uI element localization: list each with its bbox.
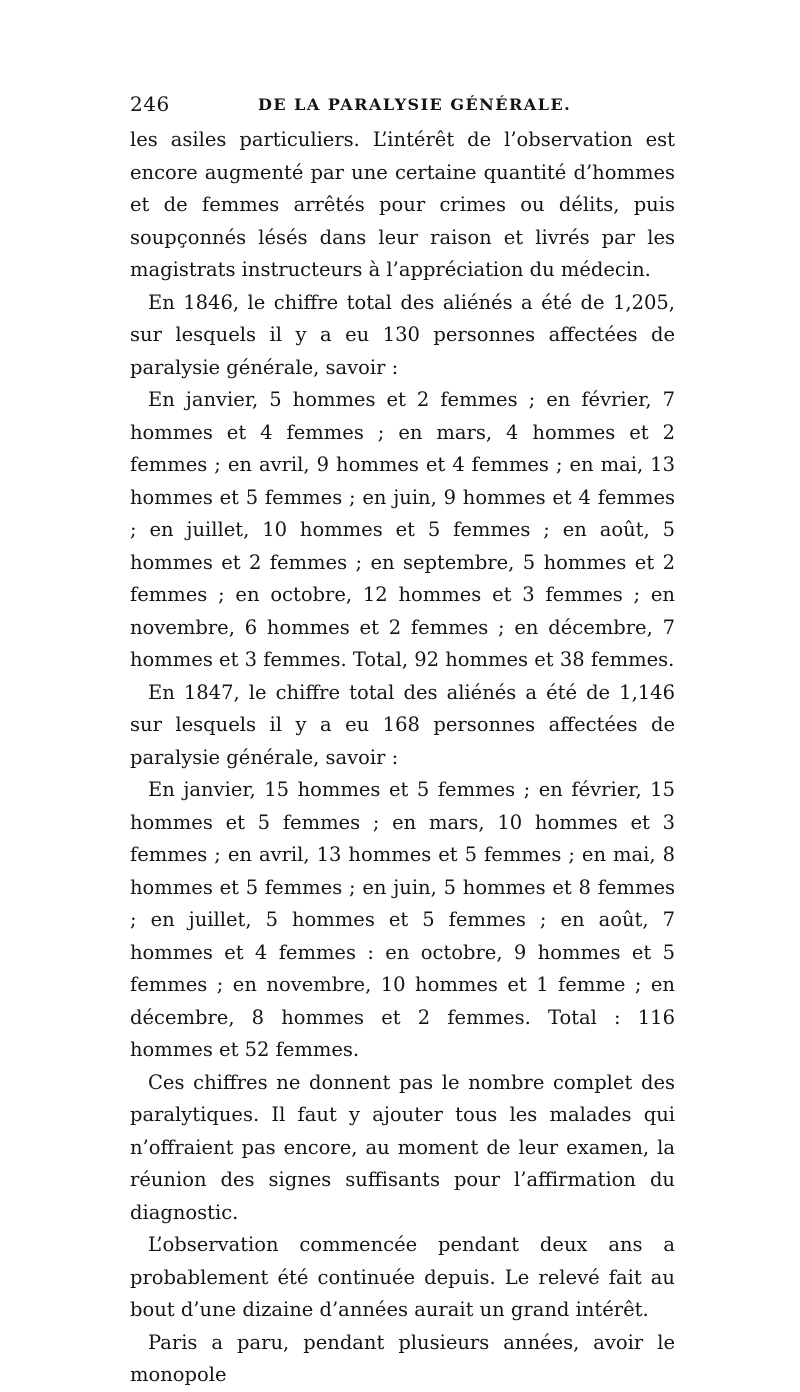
page-header — [130, 92, 675, 122]
paragraph-paris: Paris a paru, pendant plusieurs années, avoir le monopole — [130, 1330, 675, 1386]
paragraph-1847-monthly: En janvier, 15 hommes et 5 femmes ; en février, 15 hommes et 5 femmes ; en mars, 10 hommes et 3 femmes ; en avril, 13 hommes et 5 femmes ; en mai, 8 hommes et 5 femmes ; en juin, 5 hommes et 8 femmes ; en juillet, 5 hommes et 5 femmes ; en août, 7 hommes et 4 femmes : en octobre, 9 hommes et 5 femmes ; en novembre, 10 hommes et 1 femme ; en décembre, 8 hommes et 2 femmes. Total : 116 hommes et 52 femmes. — [130, 778, 675, 1061]
paragraph-observation: L’observation commencée pendant deux ans a probablement été continuée depuis. Le relevé fait au bout d’une dizaine d’années aurait un grand intérêt. — [130, 1233, 675, 1321]
paragraph-1846-monthly: En janvier, 5 hommes et 2 femmes ; en février, 7 hommes et 4 femmes ; en mars, 4 hommes et 2 femmes ; en avril, 9 hommes et 4 femmes ; en mai, 13 hommes et 5 femmes ; en juin, 9 hommes et 4 femmes ; en juillet, 10 hommes et 5 femmes ; en août, 5 hommes et 2 femmes ; en septembre, 5 hommes et 2 femmes ; en octobre, 12 hommes et 3 femmes ; en novembre, 6 hommes et 2 femmes ; en décembre, 7 hommes et 3 femmes. Total, 92 hommes et 38 femmes. — [130, 388, 675, 671]
paragraph-1847-intro: En 1847, le chiffre total des aliénés a été de 1,146 sur lesquels il y a eu 168 personnes affectées de paralysie générale, savoir : — [130, 680, 675, 769]
paragraph-asiles: les asiles particuliers. L’intérêt de l’observation est encore augmenté par une certaine quantité d’hommes et de femmes arrêtés pour crimes ou délits, puis soupçonnés lésés dans leur raison et livrés par les magistrats instructeurs à l’appréciation du médecin. — [130, 128, 675, 281]
paragraph-1846-intro: En 1846, le chiffre total des aliénés a été de 1,205, sur lesquels il y a eu 130 personnes affectées de paralysie générale, savoir : — [130, 290, 675, 379]
body-text — [130, 124, 675, 1392]
page-number: 246 — [130, 92, 170, 116]
paragraph-chiffres: Ces chiffres ne donnent pas le nombre complet des paralytiques. Il faut y ajouter tous les malades qui n’offraient pas encore, au moment de leur examen, la réunion des signes suffisants pour l’affirmation du diagnostic. — [130, 1070, 675, 1224]
running-title: DE LA PARALYSIE GÉNÉRALE. — [258, 95, 572, 114]
